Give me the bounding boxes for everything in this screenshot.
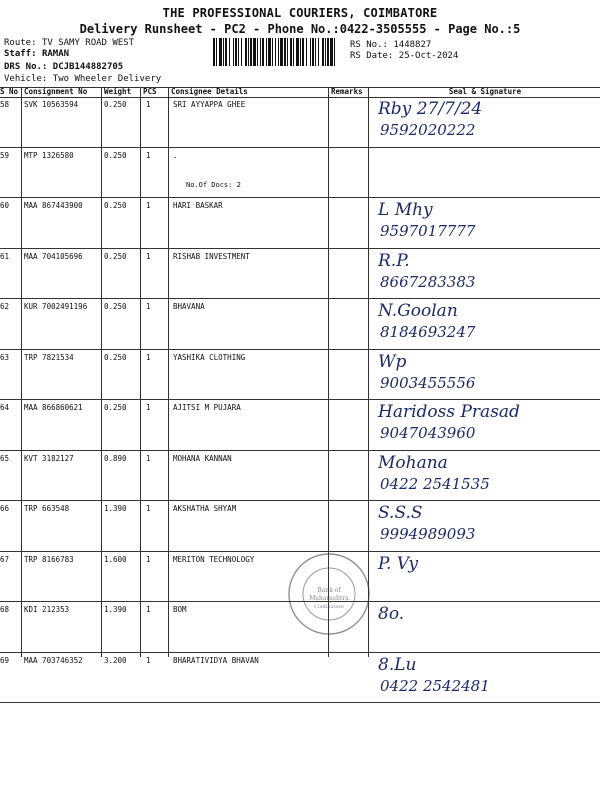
rs-date-value: 25-Oct-2024 bbox=[398, 51, 459, 61]
staff-line: Staff: RAMAN bbox=[4, 49, 70, 59]
row-weight: 0.250 bbox=[104, 403, 127, 412]
row-handwritten-phone: 9003455556 bbox=[380, 373, 476, 392]
vehicle-line: Vehicle: Two Wheeler Delivery bbox=[4, 74, 162, 84]
row-signature: R.P. bbox=[378, 250, 410, 271]
row-sno: 67 bbox=[0, 554, 10, 564]
row-consignee: BHAVANA bbox=[173, 302, 205, 311]
table-row bbox=[0, 148, 600, 199]
row-weight: 0.250 bbox=[104, 251, 127, 261]
rs-no-line: RS No.: 1448827 bbox=[350, 40, 432, 50]
row-consignment-no: KVT 3182127 bbox=[24, 453, 74, 463]
row-consignee: MOHANA KANNAN bbox=[173, 453, 232, 463]
runsheet-subtitle: Delivery Runsheet - PC2 - Phone No.:0422-3505555 - Page No.:5 bbox=[79, 22, 521, 36]
row-consignee: YASHIKA CLOTHING bbox=[173, 352, 246, 362]
table-row bbox=[0, 501, 600, 552]
row-signature: 8.Lu bbox=[378, 654, 417, 675]
row-consignment-no: MAA 866860621 bbox=[24, 403, 83, 412]
row-weight: 1.390 bbox=[104, 605, 127, 614]
row-handwritten-phone: 0422 2541535 bbox=[380, 474, 490, 493]
row-weight: 0.890 bbox=[104, 453, 127, 463]
row-sno: 69 bbox=[0, 655, 10, 665]
row-pcs: 1 bbox=[146, 403, 151, 412]
svg-text:Coimbatore: Coimbatore bbox=[314, 604, 344, 610]
row-pcs: 1 bbox=[146, 150, 151, 160]
row-weight: 1.600 bbox=[104, 554, 127, 564]
col-header-pcs: PCS bbox=[143, 87, 157, 96]
row-pcs: 1 bbox=[146, 554, 151, 564]
row-docs-note: No.Of Docs: 2 bbox=[186, 180, 241, 189]
row-consignment-no: TRP 663548 bbox=[24, 504, 70, 513]
row-pcs: 1 bbox=[146, 655, 151, 665]
row-bottom-border bbox=[0, 702, 600, 703]
row-sno: 65 bbox=[0, 453, 10, 463]
row-consignment-no: KDI 212353 bbox=[24, 605, 70, 614]
row-sno: 68 bbox=[0, 605, 10, 614]
col-header-sno: S No bbox=[0, 87, 19, 96]
row-consignee: AKSHATHA SHYAM bbox=[173, 504, 237, 513]
row-sno: 60 bbox=[0, 201, 10, 210]
row-sno: 59 bbox=[0, 150, 10, 160]
row-consignee: AJITSI M PUJARA bbox=[173, 403, 241, 412]
vehicle-value: Two Wheeler Delivery bbox=[52, 74, 162, 84]
route-value: TV SAMY ROAD WEST bbox=[41, 38, 135, 48]
row-signature: 8o. bbox=[378, 604, 405, 624]
drs-value: DCJB144882705 bbox=[52, 62, 124, 72]
row-signature: Haridoss Prasad bbox=[378, 402, 520, 422]
drs-line: DRS No.: DCJB144882705 bbox=[4, 62, 124, 72]
row-handwritten-phone: 9994989093 bbox=[380, 525, 476, 543]
row-sno: 64 bbox=[0, 403, 10, 412]
row-handwritten-phone: 8667283383 bbox=[380, 272, 476, 291]
table-row bbox=[0, 97, 600, 148]
row-weight: 0.250 bbox=[104, 302, 127, 311]
row-handwritten-phone: 9592020222 bbox=[380, 121, 476, 139]
row-consignee: SRI AYYAPPA GHEE bbox=[173, 100, 246, 109]
svg-text:Bank of: Bank of bbox=[317, 587, 341, 594]
row-signature: S.S.S bbox=[378, 503, 423, 523]
row-signature: P. Vy bbox=[378, 553, 418, 574]
col-header-consignment: Consignment No bbox=[24, 87, 88, 96]
table-row bbox=[0, 350, 600, 401]
row-sno: 61 bbox=[0, 251, 10, 261]
row-weight: 0.250 bbox=[104, 201, 127, 210]
row-sno: 66 bbox=[0, 504, 10, 513]
row-pcs: 1 bbox=[146, 201, 151, 210]
row-handwritten-phone: 9597017777 bbox=[380, 222, 476, 240]
row-pcs: 1 bbox=[146, 352, 151, 362]
table-row bbox=[0, 451, 600, 502]
row-pcs: 1 bbox=[146, 100, 151, 109]
bank-seal-stamp bbox=[283, 548, 375, 640]
row-signature: L Mhy bbox=[378, 200, 433, 220]
rs-no-value: 1448827 bbox=[393, 40, 432, 50]
row-consignment-no: MAA 703746352 bbox=[24, 655, 83, 665]
row-pcs: 1 bbox=[146, 251, 151, 261]
row-consignee: MERITON TECHNOLOGY bbox=[173, 554, 255, 564]
staff-value: RAMAN bbox=[41, 49, 70, 59]
row-signature: Wp bbox=[378, 351, 407, 372]
row-pcs: 1 bbox=[146, 605, 151, 614]
row-handwritten-phone: 8184693247 bbox=[380, 323, 476, 341]
row-consignee: BHARATIVIDYA BHAVAN bbox=[173, 655, 259, 665]
row-consignment-no: TRP 7821534 bbox=[24, 352, 74, 362]
row-consignment-no: KUR 7002491196 bbox=[24, 302, 88, 311]
col-header-remarks: Remarks bbox=[331, 87, 363, 96]
barcode-image bbox=[213, 38, 338, 66]
row-consignee: . bbox=[173, 150, 178, 160]
svg-text:Maharashtra: Maharashtra bbox=[309, 595, 349, 602]
row-pcs: 1 bbox=[146, 504, 151, 513]
table-row bbox=[0, 249, 600, 300]
row-sno: 63 bbox=[0, 352, 10, 362]
row-sno: 58 bbox=[0, 100, 10, 109]
row-consignment-no: TRP 8166783 bbox=[24, 554, 74, 564]
col-header-signature: Seal & Signature bbox=[448, 87, 522, 96]
row-consignee: HARI BASKAR bbox=[173, 201, 223, 210]
row-consignment-no: SVK 10563594 bbox=[24, 100, 79, 109]
row-weight: 1.390 bbox=[104, 504, 127, 513]
row-consignment-no: MAA 867443900 bbox=[24, 201, 83, 210]
table-row bbox=[0, 299, 600, 350]
row-signature: Rby 27/7/24 bbox=[378, 99, 483, 119]
row-handwritten-phone: 0422 2542481 bbox=[380, 676, 490, 695]
row-pcs: 1 bbox=[146, 453, 151, 463]
row-consignee: RISHAB INVESTMENT bbox=[173, 251, 250, 261]
row-weight: 0.250 bbox=[104, 100, 127, 109]
row-weight: 0.250 bbox=[104, 150, 127, 160]
table-row bbox=[0, 198, 600, 249]
row-sno: 62 bbox=[0, 302, 10, 311]
row-signature: Mohana bbox=[378, 452, 448, 473]
col-header-weight: Weight bbox=[104, 87, 132, 96]
company-title: THE PROFESSIONAL COURIERS, COIMBATORE bbox=[162, 6, 438, 20]
row-consignee: BOM bbox=[173, 605, 187, 614]
rs-date-line: RS Date: 25-Oct-2024 bbox=[350, 51, 459, 61]
row-weight: 3.200 bbox=[104, 655, 127, 665]
table-row bbox=[0, 400, 600, 451]
row-consignment-no: MAA 704105696 bbox=[24, 251, 83, 261]
row-handwritten-phone: 9047043960 bbox=[380, 424, 476, 442]
row-pcs: 1 bbox=[146, 302, 151, 311]
table-row bbox=[0, 653, 600, 704]
route-line: Route: TV SAMY ROAD WEST bbox=[4, 38, 135, 48]
row-consignment-no: MTP 1326580 bbox=[24, 150, 74, 160]
col-header-consignee: Consignee Details bbox=[171, 87, 248, 96]
row-weight: 0.250 bbox=[104, 352, 127, 362]
row-signature: N.Goolan bbox=[378, 301, 458, 321]
